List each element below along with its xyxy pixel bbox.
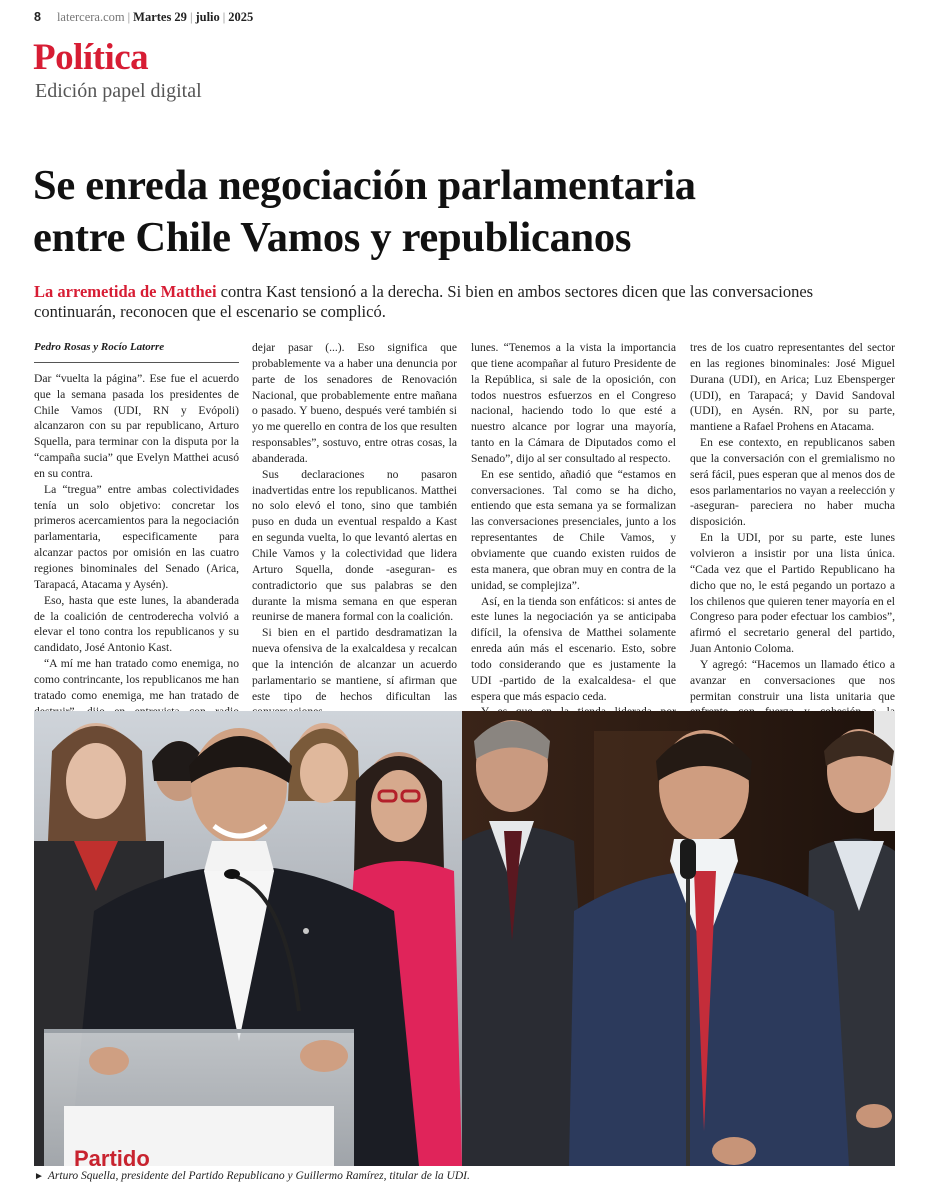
- article-photo: [34, 711, 895, 1166]
- caption-text: Arturo Squella, presidente del Partido Republicano y Guillermo Ramírez, titular de la UDI.: [47, 1170, 470, 1182]
- site-name: latercera.com: [56, 10, 125, 24]
- deck-lead: La arremetida de Matthei: [34, 282, 217, 301]
- paragraph: Así, en la tienda son enfáticos: si antes de este lunes la negociación ya se anticipaba difícil, la ofensiva de Matthei solamente enreda aún más el escenario. Esto, sobre todo considerando que es justamente la UDI -partido de la exalcaldesa- el que espera que más espacio ceda.: [471, 594, 676, 703]
- article-column-2: [252, 340, 457, 736]
- page-header: 8 latercera.com | Martes 29 | julio | 2025: [34, 10, 254, 24]
- paragraph: La “tregua” entre ambas colectividades tenía un solo objetivo: concretar los primeros acercamientos para la negociación parlamentaria, especificamente para alcanzar pactos por omisión en las cuatro regiones binominales del Senado (Arica, Tarapacá, Atacama y Aysén).: [34, 482, 239, 591]
- photo-left-squella: [34, 711, 462, 1166]
- article-body: [34, 340, 896, 702]
- section-title: Política: [33, 37, 149, 78]
- article-column-1: [34, 340, 239, 735]
- paragraph: Dar “vuelta la página”. Ese fue el acuerdo que la semana pasada los presidentes de Chile Vamos (UDI, RN y Evópoli) alcanzaron con su par republicano, Arturo Squella, para terminar con la disputa por la “campaña sucia” que Evelyn Matthei acusó en su contra.: [34, 371, 239, 480]
- paragraph: Sus declaraciones no pasaron inadvertidas entre los republicanos. Matthei no solo elevó el tono, sino que también puso en duda un eventual respaldo a Kast en segunda vuelta, lo que levantó alertas en Chile Vamos y la colectividad que lidera Arturo Squella, donde -aseguran- es contradictorio que sus palabras se den durante la misma semana en que esperan reunirse de manera formal con la coalición.: [252, 467, 457, 624]
- paragraph: En ese contexto, en republicanos saben que la conversación con el gremialismo no será fácil, pues esperan que al menos dos de esos parlamentarios no vayan a reelección y -aseguran- pareciera no haber mucha disposición.: [690, 436, 895, 529]
- caption-marker: ►: [34, 1171, 44, 1182]
- paragraph: dejar pasar (...). Eso significa que probablemente va a haber una denuncia por parte de los senadores de Renovación Nacional, que probablemente entre mañana o pasado. Y bueno, después veré también si yo me querello en contra de los que resulten responsables”, sostuvo, entre otras cosas, la abanderada.: [252, 341, 457, 465]
- paragraph: “A mí me han tratado como enemiga, no como contrincante, los republicanos me han tratado como enemiga, me han tratado de: [34, 657, 239, 702]
- photo-right-ramirez: [462, 711, 895, 1166]
- byline: Pedro Rosas y Rocío Latorre: [34, 340, 239, 363]
- paragraph-text: Y agregó: “Hacemos un llamado ético a avanzar en conversaciones que nos permitan construir una lista unitaria que: [690, 657, 895, 703]
- podium-text: Partido: [74, 1146, 150, 1166]
- headline-line-1: Se enreda negociación parlamentaria: [33, 162, 696, 209]
- paragraph: En la UDI, por su parte, este lunes volvieron a insistir por una lista única. “Cada vez que el Partido Republicano ha dicho que no, le está pegando un portazo a los chilenos que quieren tener mayoría en el Congreso para poder efectuar los cambios”, afirmó el secretario general del partido, Juan Antonio Coloma.: [690, 531, 895, 656]
- article-deck: [34, 282, 894, 322]
- paragraph: Si bien en el partido desdramatizan la nueva ofensiva de la exalcaldesa y recalcan que la intención de alcanzar un acuerdo parlamentario se mantiene, sí afirman que este tipo de hechos dificultan las: [252, 626, 457, 703]
- deck-text: contra Kast tensionó a la derecha. Si bien en ambos sectores dicen que las conversaciones continuarán, reconocen que el escenario se complicó.: [34, 282, 814, 321]
- headline: [33, 160, 903, 264]
- photo-caption: [34, 1170, 470, 1182]
- date-year: 2025: [228, 10, 254, 24]
- date-month: julio: [195, 10, 220, 24]
- paragraph: lunes. “Tenemos a la vista la importancia que tiene acompañar al futuro Presidente de la República, si sale de la oposición, con todos nuestros esfuerzos en el Congreso nacional, haciendo todo lo que esté a nuestro alcance por lograr una mayoría, tanto en la Cámara de Diputados como el Senado”, dijo al ser consultado al respecto.: [471, 341, 676, 465]
- paragraph: En ese sentido, añadió que “estamos en conversaciones. Tal como se ha dicho, entiendo que esta semana ya se formalizan las conversaciones presenciales, junto a los representantes de Chile Vamos, y obviamente que cuando existen ruidos de esta manera, que obran muy en contra de la unidad, se complejiza”.: [471, 467, 676, 592]
- date-day: Martes 29: [133, 10, 187, 24]
- article-column-3: [471, 340, 676, 752]
- paragraph: Eso, hasta que este lunes, la abanderada de la coalición de centroderecha volvió a elevar el tono contra los republicanos y su candidato, José Antonio Kast.: [34, 593, 239, 655]
- page-number: 8: [34, 10, 41, 24]
- article-column-4: [690, 340, 895, 737]
- headline-line-2: entre Chile Vamos y republicanos: [33, 214, 632, 261]
- paragraph: tres de los cuatro representantes del sector en las regiones binominales: José Miguel Durana (UDI), en Arica; Luz Ebensperger (UDI), en Tarapacá; y David Sandoval (UDI), en Aysén. RN, por su parte, mantiene a Rafael Prohens en Atacama.: [690, 341, 895, 434]
- edition-label: Edición papel digital: [35, 80, 202, 102]
